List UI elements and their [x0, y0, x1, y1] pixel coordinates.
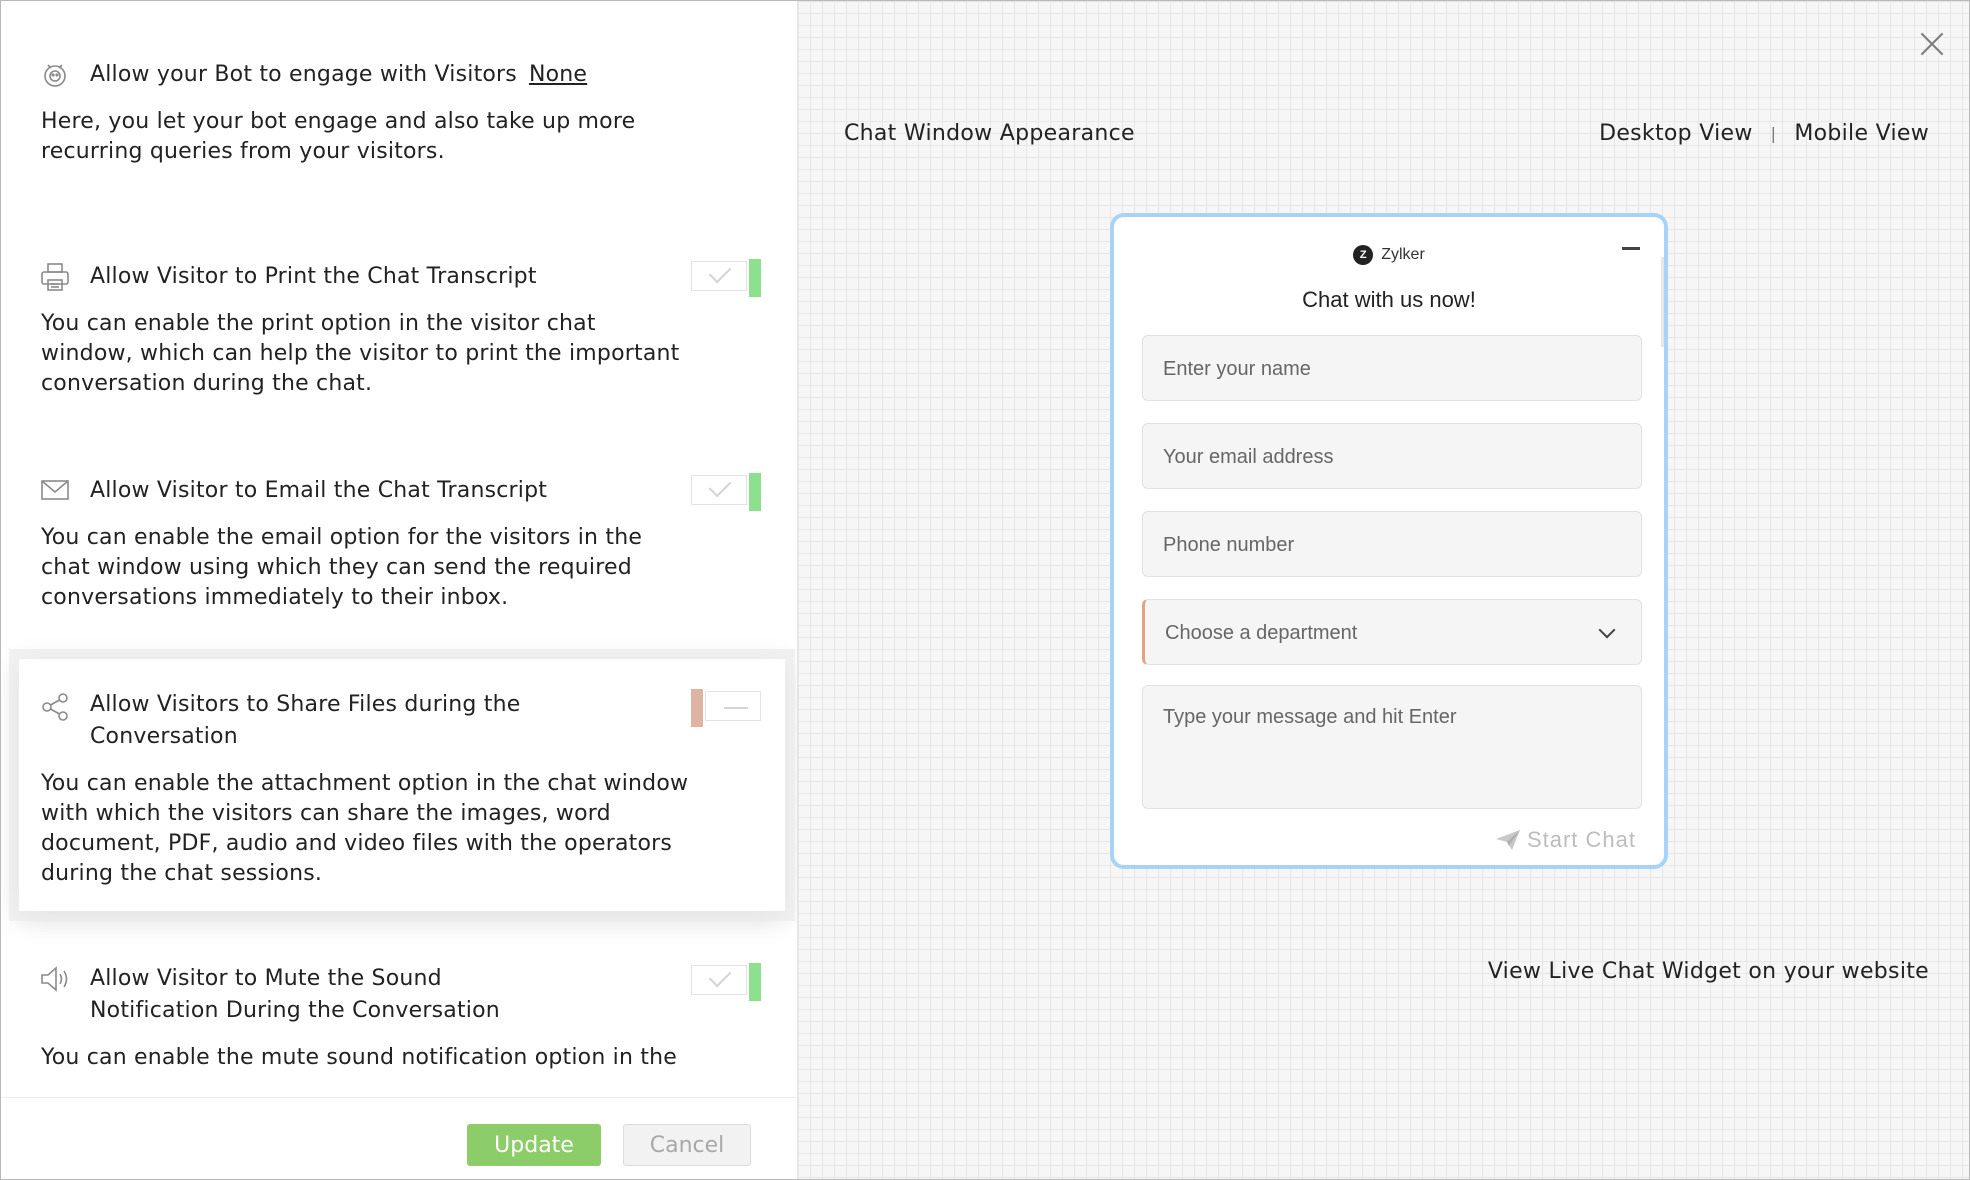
mute-toggle-track: [691, 965, 747, 995]
check-icon: [709, 475, 732, 498]
setting-print-transcript: [1, 259, 797, 409]
print-toggle[interactable]: [691, 259, 761, 297]
cancel-button[interactable]: Cancel: [623, 1124, 751, 1166]
close-icon[interactable]: [1919, 31, 1945, 57]
setting-bot-title: [90, 59, 587, 91]
phone-input[interactable]: [1142, 511, 1642, 577]
settings-panel: [1, 1, 798, 1179]
email-toggle-track: [691, 475, 747, 505]
print-toggle-indicator: [749, 259, 761, 297]
share-toggle-track: [705, 691, 761, 721]
brand-logo: Z: [1353, 245, 1373, 265]
setting-bot-description: Here, you let your bot engage and also take up more recurring queries from your visitors.: [41, 109, 636, 164]
setting-mute-title: Allow Visitor to Mute the Sound Notification During the Conversation: [90, 966, 500, 1023]
preview-title: Chat Window Appearance: [844, 121, 1135, 146]
mobile-view-link[interactable]: Mobile View: [1794, 121, 1929, 146]
phone-placeholder: Phone number: [1163, 534, 1295, 556]
name-input[interactable]: [1142, 335, 1642, 401]
widget-heading: Chat with us now!: [1302, 287, 1476, 312]
setting-mute-description: You can enable the mute sound notification option in the: [41, 1045, 678, 1070]
email-placeholder: Your email address: [1163, 446, 1334, 468]
department-select[interactable]: [1142, 599, 1642, 665]
start-chat-button[interactable]: [1495, 827, 1636, 853]
message-textarea[interactable]: [1142, 685, 1642, 809]
start-chat-label: Start Chat: [1526, 827, 1636, 852]
minimize-icon[interactable]: [1622, 247, 1640, 250]
widget-brand: [1114, 245, 1664, 265]
setting-print-title: Allow Visitor to Print the Chat Transcript: [90, 264, 537, 289]
share-toggle-indicator: [691, 689, 703, 727]
message-placeholder: Type your message and hit Enter: [1163, 706, 1457, 728]
desktop-view-link[interactable]: Desktop View: [1599, 121, 1753, 146]
print-toggle-track: [691, 261, 747, 291]
printer-icon: [39, 261, 71, 293]
share-files-toggle[interactable]: [691, 689, 761, 727]
preview-panel: [798, 1, 1969, 1179]
setting-email-description: You can enable the email option for the visitors in the chat window using which they can send the required conversations immediately to their inbox.: [41, 525, 643, 610]
setting-share-title: Allow Visitors to Share Files during the Conversation: [90, 692, 521, 749]
view-live-widget-link[interactable]: View Live Chat Widget on your website: [1487, 959, 1929, 984]
bot-icon: [39, 59, 71, 91]
share-icon: [39, 691, 71, 723]
brand-name: Zylker: [1381, 246, 1425, 263]
settings-list[interactable]: [1, 1, 797, 1097]
dash-icon: [724, 707, 748, 709]
setting-bot-title-text: Allow your Bot to engage with Visitors: [90, 62, 517, 87]
setting-email-title: Allow Visitor to Email the Chat Transcript: [90, 478, 548, 503]
department-placeholder: Choose a department: [1165, 622, 1358, 644]
email-toggle-indicator: [749, 473, 761, 511]
setting-bot-engage: [1, 55, 797, 185]
setting-share-description: You can enable the attachment option in the chat window with which the visitors can share the images, word document, PDF, audio and video files with the operators during the chat sessions.: [41, 771, 689, 886]
chevron-down-icon: [1599, 622, 1616, 639]
setting-mute-sound: [1, 963, 797, 1097]
check-icon: [709, 965, 732, 988]
chat-widget-preview: [1110, 213, 1668, 869]
dialog-footer: [1, 1097, 797, 1180]
bot-selection-link[interactable]: None: [528, 62, 588, 87]
email-toggle[interactable]: [691, 473, 761, 511]
check-icon: [709, 261, 732, 284]
update-button[interactable]: Update: [467, 1124, 601, 1166]
speaker-icon: [39, 963, 71, 995]
view-separator: |: [1770, 124, 1777, 143]
email-input[interactable]: [1142, 423, 1642, 489]
name-placeholder: Enter your name: [1163, 358, 1311, 380]
send-icon: [1495, 829, 1521, 851]
envelope-icon: [39, 475, 71, 507]
mute-toggle-indicator: [749, 963, 761, 1001]
mute-toggle[interactable]: [691, 963, 761, 1001]
setting-share-files: [1, 689, 797, 889]
setting-print-description: You can enable the print option in the visitor chat window, which can help the visitor to print the important conversation during the chat.: [41, 311, 680, 396]
view-switcher: [1599, 121, 1929, 146]
setting-email-transcript: [1, 473, 797, 623]
